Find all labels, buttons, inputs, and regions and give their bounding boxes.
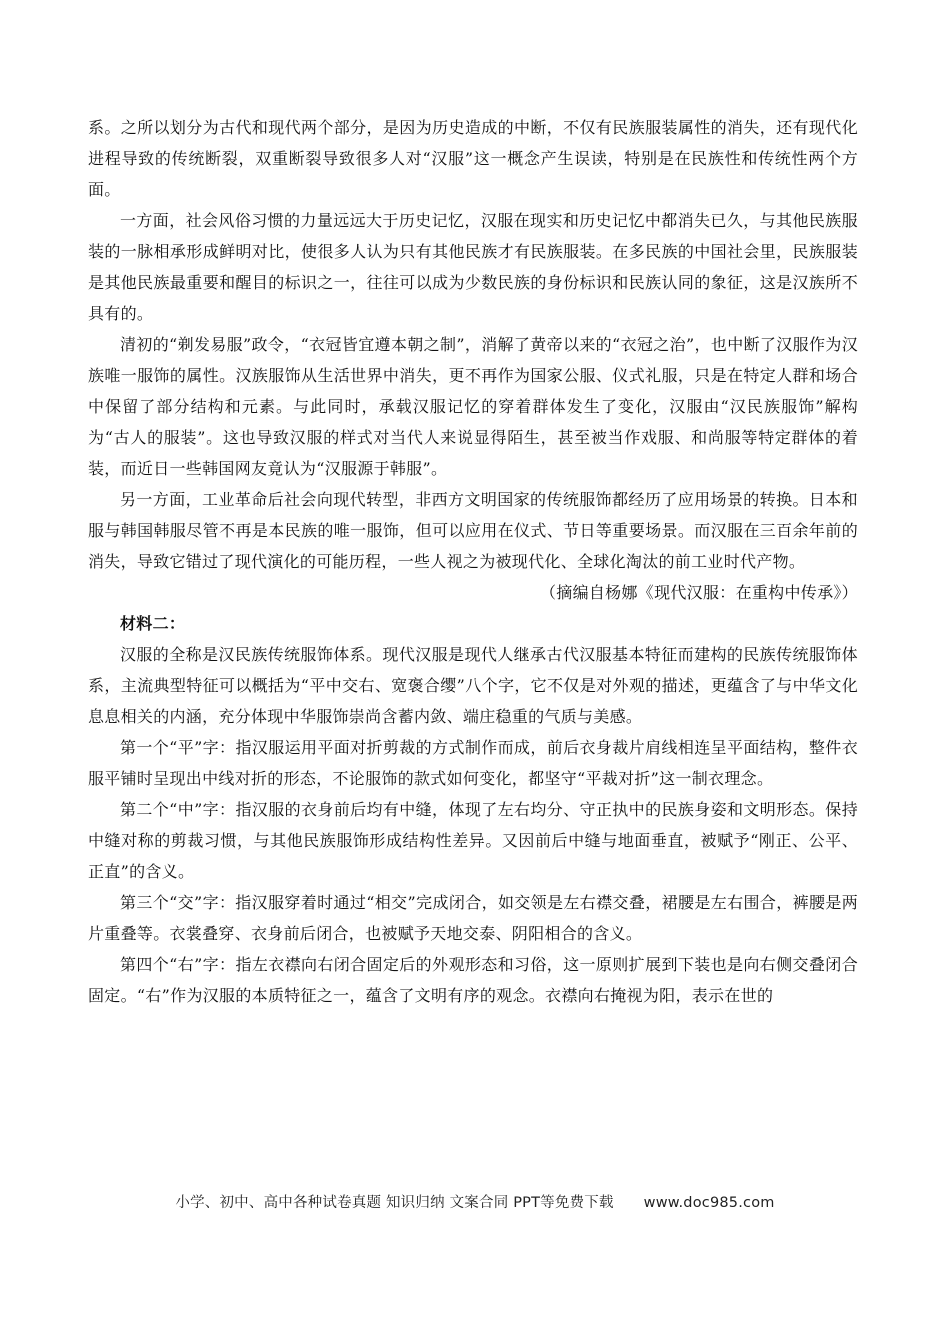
article-body: [88, 112, 858, 1011]
page-footer: [0, 1191, 950, 1212]
paragraph: 第四个“右”字：指左衣襟向右闭合固定后的外观形态和习俗，这一原则扩展到下装也是向右侧交叠闭合固定。“右”作为汉服的本质特征之一，蕴含了文明有序的观念。衣襟向右掩视为阳，表示在世的: [88, 955, 858, 1005]
paragraph: 第二个“中”字：指汉服的衣身前后均有中缝，体现了左右均分、守正执中的民族身姿和文明形态。保持中缝对称的剪裁习惯，与其他民族服饰形成结构性差异。又因前后中缝与地面垂直，被赋予“刚正、公平、正直”的含义。: [88, 800, 858, 881]
paragraph: 另一方面，工业革命后社会向现代转型，非西方文明国家的传统服饰都经历了应用场景的转换。日本和服与韩国韩服尽管不再是本民族的唯一服饰，但可以应用在仪式、节日等重要场景。而汉服在三百余年前的消失，导致它错过了现代演化的可能历程，一些人视之为被现代化、全球化淘汰的前工业时代产物。: [88, 490, 858, 571]
paragraph: 第一个“平”字：指汉服运用平面对折剪裁的方式制作而成，前后衣身裁片肩线相连呈平面结构，整件衣服平铺时呈现出中线对折的形态，不论服饰的款式如何变化，都坚守“平裁对折”这一制衣理念。: [88, 738, 858, 788]
paragraph: 清初的“剃发易服”政令，“衣冠皆宜遵本朝之制”，消解了黄帝以来的“衣冠之治”，也中断了汉服作为汉族唯一服饰的属性。汉族服饰从生活世界中消失，更不再作为国家公服、仪式礼服，只是在特定人群和场合中保留了部分结构和元素。与此同时，承载汉服记忆的穿着群体发生了变化，汉服由“汉民族服饰”解构为“古人的服装”。这也导致汉服的样式对当代人来说显得陌生，甚至被当作戏服、和尚服等特定群体的着装，而近日一些韩国网友竟认为“汉服源于韩服”。: [88, 335, 858, 478]
paragraph: 一方面，社会风俗习惯的力量远远大于历史记忆，汉服在现实和历史记忆中都消失已久，与其他民族服装的一脉相承形成鲜明对比，使很多人认为只有其他民族才有民族服装。在多民族的中国社会里，民族服装是其他民族最重要和醒目的标识之一，往往可以成为少数民族的身份标识和民族认同的象征，这是汉族所不具有的。: [88, 211, 858, 323]
footer-site-link[interactable]: www.doc985.com: [643, 1195, 775, 1211]
paragraph: 汉服的全称是汉民族传统服饰体系。现代汉服是现代人继承古代汉服基本特征而建构的民族传统服饰体系，主流典型特征可以概括为“平中交右、宽褒合缨”八个字，它不仅是对外观的描述，更蕴含了与中华文化息息相关的内涵，充分体现中华服饰崇尚含蓄内敛、端庄稳重的气质与美感。: [88, 645, 858, 726]
paragraph-continued: 系。之所以划分为古代和现代两个部分，是因为历史造成的中断，不仅有民族服装属性的消失，还有现代化进程导致的传统断裂，双重断裂导致很多人对“汉服”这一概念产生误读，特别是在民族性和传统性两个方面。: [88, 118, 858, 199]
source-citation: （摘编自杨娜《现代汉服：在重构中传承》）: [539, 583, 858, 602]
paragraph: 第三个“交”字：指汉服穿着时通过“相交”完成闭合，如交领是左右襟交叠，裙腰是左右围合，裤腰是两片重叠等。衣裳叠穿、衣身前后闭合，也被赋予天地交泰、阴阳相合的含义。: [88, 893, 858, 943]
section-heading: 材料二：: [120, 614, 186, 633]
footer-text: 小学、初中、高中各种试卷真题 知识归纳 文案合同 PPT等免费下载: [175, 1195, 614, 1211]
